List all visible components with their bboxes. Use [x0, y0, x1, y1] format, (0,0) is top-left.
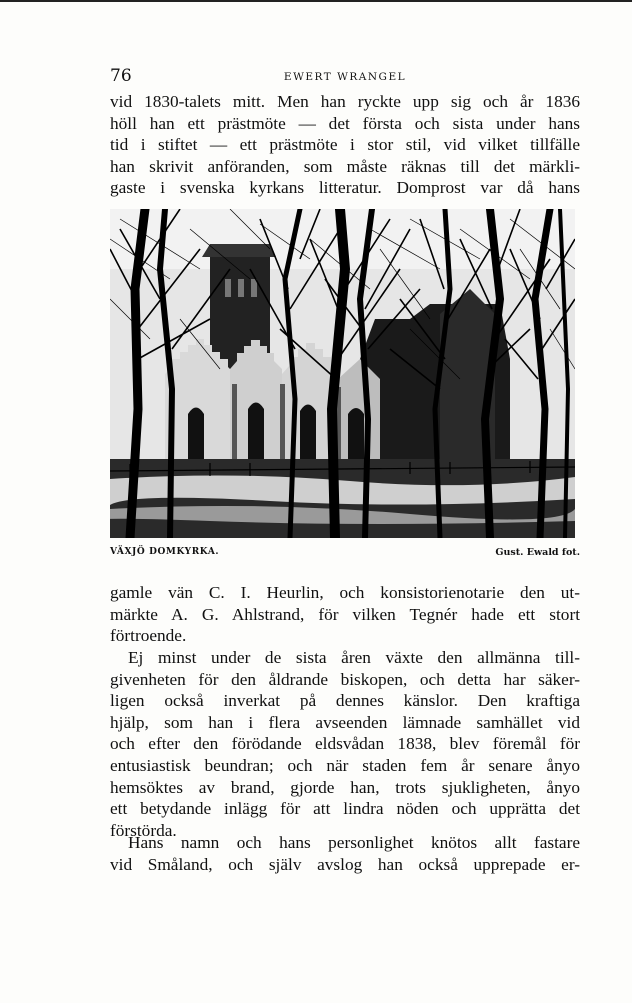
paragraph-1 [110, 91, 580, 199]
text-line: hjälp, som han i flera avseenden lämnade samhället vid [110, 712, 580, 732]
page-number: 76 [110, 66, 132, 86]
text-line: Hans namn och hans personlighet knötos allt fastare [128, 833, 580, 852]
text-line: märkte A. G. Ahlstrand, för vilken Tegnér hade ett stort [110, 604, 580, 624]
paragraph-2 [110, 582, 580, 647]
top-border-rule [0, 0, 632, 2]
text-line: gamle vän C. I. Heurlin, och konsistorienotarie den ut- [110, 583, 580, 602]
text-line: tid i stiftet — ett prästmöte i stor stil, vid vilket tillfälle [110, 135, 580, 155]
text-line: givenheten för den åldrande biskopen, och detta har säker- [110, 669, 580, 689]
text-line: höll han ett prästmöte — det första och sista under hans [110, 113, 580, 133]
photo-credit: Gust. Ewald fot. [495, 547, 580, 558]
paragraph-4 [110, 832, 580, 875]
text-line: hemsöktes av brand, gjorde han, trots sjukligheten, ånyo [110, 777, 580, 797]
paragraph-3 [110, 647, 580, 841]
text-line: vid Småland, och själv avslog han också upprepade er- [110, 854, 580, 874]
text-line: vid 1830-talets mitt. Men han ryckte upp sig och år 1836 [110, 92, 580, 111]
text-line: gaste i svenska kyrkans litteratur. Domprost var då hans [110, 178, 580, 198]
text-line: Ej minst under de sista åren växte den allmänna till- [128, 648, 580, 667]
text-line: entusiastisk beundran; och när staden fem år senare ånyo [110, 755, 580, 775]
text-line: och efter den förödande eldsvådan 1838, blev föremål för [110, 734, 580, 754]
figure-caption: VÄXJÖ DOMKYRKA. [110, 547, 220, 557]
page-header [110, 66, 580, 88]
text-line: han skrivit anföranden, som måste räknas till det märkli- [110, 156, 580, 176]
text-line: förstörda. [110, 820, 177, 840]
running-head: EWERT WRANGEL [283, 71, 407, 83]
text-line: ligen också inverkat på dennes känslor. Den kraftiga [110, 691, 580, 711]
cathedral-photo [110, 209, 575, 538]
text-line: förtroende. [110, 626, 187, 646]
text-line: ett betydande inlägg för att lindra nöden och upprätta det [110, 799, 580, 819]
